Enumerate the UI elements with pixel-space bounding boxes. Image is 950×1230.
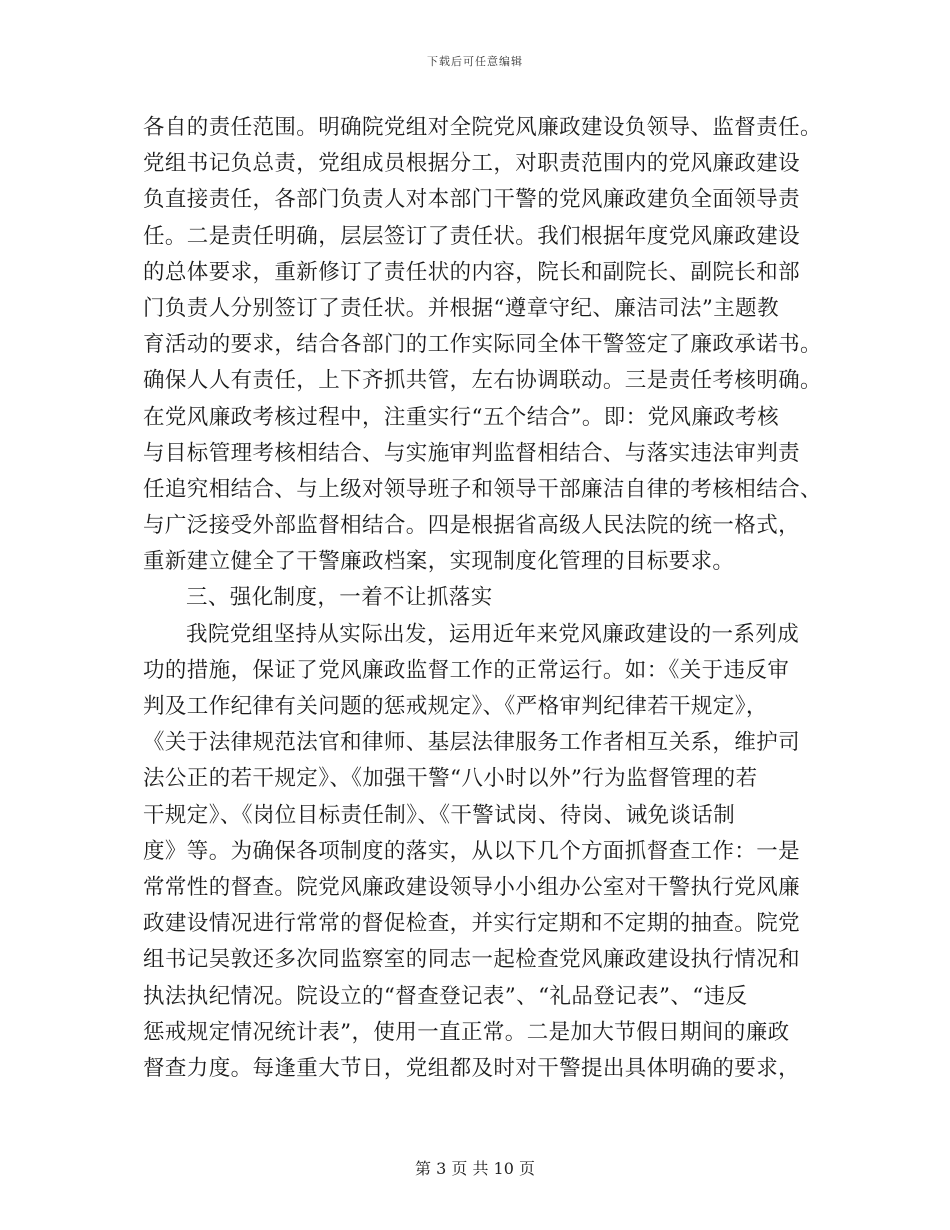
document-body bbox=[143, 110, 822, 1087]
text-line: 的总体要求，重新修订了责任状的内容，院长和副院长、副院长和部 bbox=[143, 259, 801, 285]
text-line: 负直接责任，各部门负责人对本部门干警的党风廉政建负全面领导责 bbox=[143, 187, 801, 213]
text-line: 功的措施，保证了党风廉政监督工作的正常运行。如：《关于违反审 bbox=[143, 657, 790, 683]
text-line: 《关于法律规范法官和律师、基层法律服务工作者相互关系，维护司 bbox=[143, 730, 801, 756]
text-line: 任。二是责任明确，层层签订了责任状。我们根据年度党风廉政建设 bbox=[143, 223, 801, 249]
text-line: 惩戒规定情况统计表”，使用一直正常。二是加大节假日期间的廉政 bbox=[143, 1019, 790, 1045]
text-line: 政建设情况进行常常的督促检查，并实行定期和不定期的抽查。院党 bbox=[143, 911, 801, 937]
text-line: 与目标管理考核相结合、与实施审判监督相结合、与落实违法审判责 bbox=[143, 440, 801, 466]
text-line: 门负责人分别签订了责任状。并根据“遵章守纪、廉洁司法”主题教 bbox=[143, 295, 779, 321]
text-line: 任追究相结合、与上级对领导班子和领导干部廉洁自律的考核相结合、 bbox=[143, 476, 822, 502]
text-line: 各自的责任范围。明确院党组对全院党风廉政建设负领导、监督责任。 bbox=[143, 115, 822, 140]
text-line: 组书记吴敦还多次同监察室的同志一起检查党风廉政建设执行情况和 bbox=[143, 947, 801, 973]
text-line: 确保人人有责任，上下齐抓共管，左右协调联动。三是责任考核明确。 bbox=[143, 368, 822, 394]
text-line: 党组书记负总责，党组成员根据分工，对职责范围内的党风廉政建设 bbox=[143, 151, 801, 177]
text-line: 常常性的督查。院党风廉政建设领导小小组办公室对干警执行党风廉 bbox=[143, 874, 801, 900]
page-header-note: 下载后可任意编辑 bbox=[427, 55, 523, 68]
text-line: 在党风廉政考核过程中，注重实行“五个结合”。即：党风廉政考核 bbox=[143, 404, 779, 430]
page-number: 第 3 页 共 10 页 bbox=[415, 1159, 535, 1178]
section-heading: 三、强化制度，一着不让抓落实 bbox=[186, 585, 493, 611]
text-line: 我院党组坚持从实际出发，运用近年来党风廉政建设的一系列成 bbox=[186, 621, 800, 647]
text-line: 重新建立健全了干警廉政档案，实现制度化管理的目标要求。 bbox=[143, 549, 735, 575]
text-line: 法公正的若干规定》、《加强干警“八小时以外”行为监督管理的若 bbox=[143, 766, 758, 792]
text-line: 育活动的要求，结合各部门的工作实际同全体干警签定了廉政承诺书。 bbox=[143, 332, 822, 358]
text-line: 执法执纪情况。院设立的“督查登记表”、“礼品登记表”、“违反 bbox=[143, 983, 748, 1009]
text-line: 督查力度。每逢重大节日，党组都及时对干警提出具体明确的要求， bbox=[143, 1055, 801, 1081]
text-line: 判及工作纪律有关问题的惩戒规定》、《严格审判纪律若干规定》， bbox=[143, 694, 768, 719]
text-line: 干规定》、《岗位目标责任制》、《干警试岗、待岗、诫免谈话制 bbox=[143, 802, 736, 828]
text-line: 度》等。为确保各项制度的落实，从以下几个方面抓督查工作：一是 bbox=[143, 838, 801, 864]
text-line: 与广泛接受外部监督相结合。四是根据省高级人民法院的统一格式， bbox=[143, 513, 801, 539]
